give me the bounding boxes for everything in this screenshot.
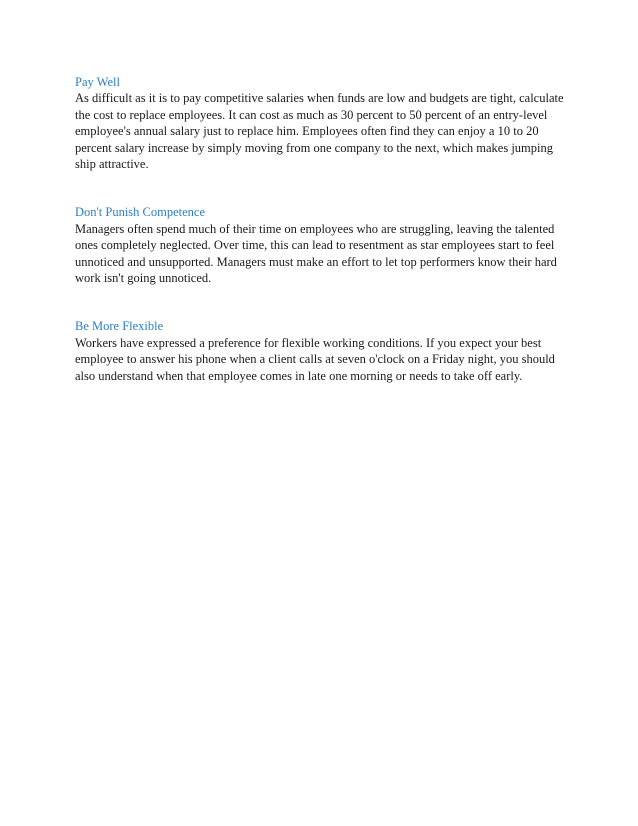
- section-body: As difficult as it is to pay competitive salaries when funds are low and budgets are tight, calculate the cost to replace employees. It can cost as much as 30 percent to 50 percent of an entry-level employee's annual salary just to replace him. Employees often find they can enjoy a 10 to 20 percent salary increase by simply moving from one company to the next, which makes jumping ship attractive.: [75, 91, 564, 172]
- section-dont-punish-competence: [75, 204, 565, 286]
- section-body: Workers have expressed a preference for flexible working conditions. If you expect your best employee to answer his phone when a client calls at seven o'clock on a Friday night, you should also understand when that employee comes in late one morning or needs to take off early.: [75, 335, 555, 383]
- section-heading: Don't Punish Competence: [75, 205, 206, 220]
- section-pay-well: [75, 74, 565, 172]
- section-heading: Be More Flexible: [75, 319, 164, 334]
- section-heading: Pay Well: [75, 75, 120, 89]
- section-body: Managers often spend much of their time on employees who are struggling, leaving the talented ones completely neglected. Over time, this can lead to resentment as star employees start to feel unnoticed and unsupported. Managers must make an effort to let top performers know their hard work isn't going unnoticed.: [75, 221, 557, 286]
- document-content: [75, 74, 565, 416]
- section-be-more-flexible: [75, 318, 565, 384]
